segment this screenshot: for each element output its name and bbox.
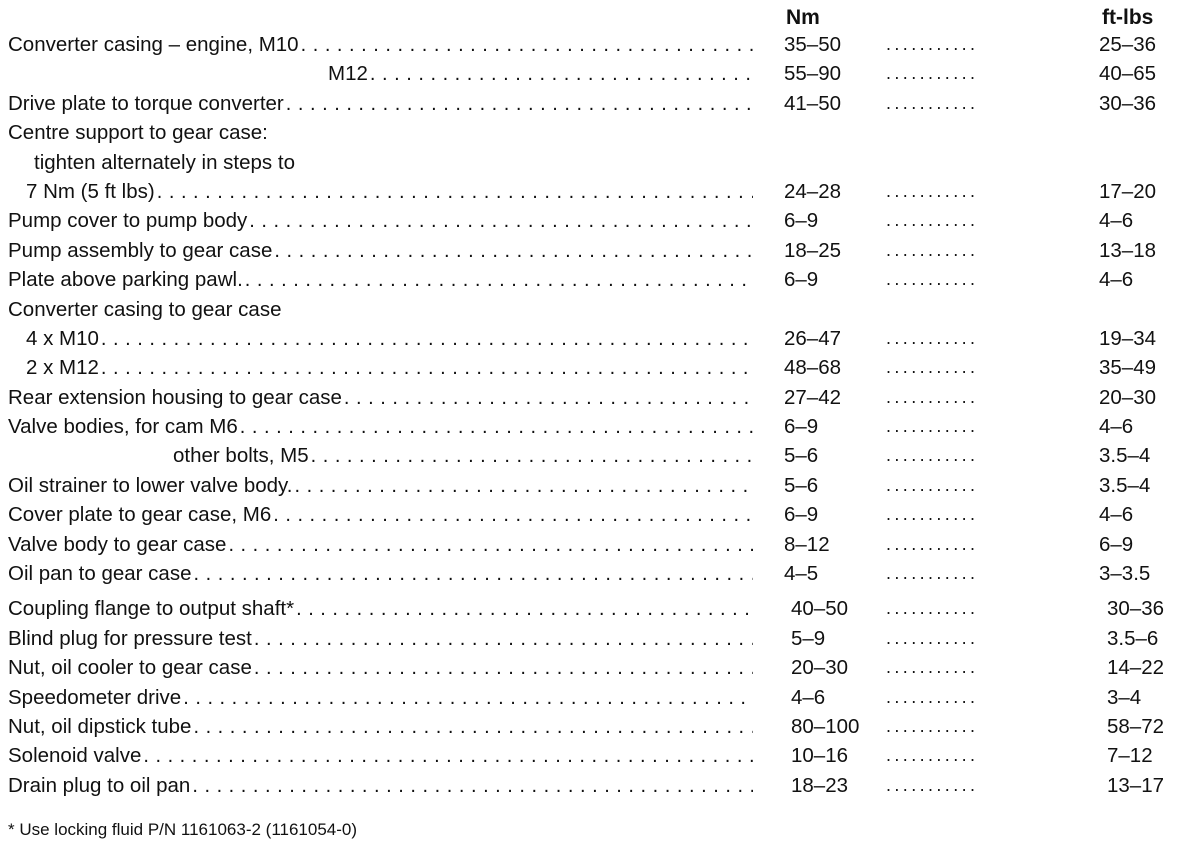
dot-leader: ........... (886, 34, 979, 54)
table-row (0, 412, 1184, 441)
row-label: 7 Nm (5 ft lbs) (26, 179, 155, 203)
dot-leader: ........... (886, 715, 979, 736)
table-row (0, 594, 1184, 623)
dot-leader: ........... (886, 533, 979, 554)
nm-value: 27–42 (784, 385, 842, 409)
column-header-nm: Nm (786, 6, 820, 29)
row-label: M12 (328, 62, 368, 86)
dot-leader: ........... (886, 386, 979, 407)
row-label: 2 x M12 (26, 356, 99, 380)
table-row (0, 118, 1184, 147)
table-row (0, 59, 1184, 88)
row-label: Solenoid valve (8, 744, 142, 768)
dot-leader: ........... (886, 92, 979, 113)
ftlbs-value: 19–34 (1099, 326, 1157, 350)
ftlbs-value: 40–65 (1099, 62, 1157, 86)
nm-value: 5–6 (784, 444, 819, 468)
nm-value: 55–90 (784, 62, 842, 86)
row-label: Pump cover to pump body (8, 209, 248, 233)
torque-table (0, 30, 1184, 800)
row-label: Plate above parking pawl. (8, 268, 243, 292)
dot-leader: ........... (886, 416, 979, 437)
table-row (0, 771, 1184, 800)
dot-leader: ........... (886, 180, 979, 201)
nm-value: 6–9 (784, 503, 819, 527)
ftlbs-value: 20–30 (1099, 385, 1157, 409)
nm-value: 5–9 (791, 626, 826, 650)
nm-value: 4–5 (784, 562, 819, 586)
ftlbs-value: 7–12 (1107, 744, 1153, 768)
row-label: Coupling flange to output shaft* (8, 597, 295, 621)
row-label: Blind plug for pressure test (8, 626, 252, 650)
ftlbs-value: 4–6 (1099, 209, 1134, 233)
row-label: tighten alternately in steps to (34, 150, 295, 174)
table-row (0, 383, 1184, 412)
dot-leader: ........... (886, 269, 979, 290)
ftlbs-value: 13–17 (1107, 773, 1165, 797)
ftlbs-value: 3–4 (1107, 685, 1142, 709)
table-row (0, 236, 1184, 265)
table-row (0, 295, 1184, 324)
nm-value: 35–50 (784, 33, 842, 56)
ftlbs-value: 3.5–4 (1099, 473, 1151, 497)
table-row (0, 712, 1184, 741)
table-row (0, 530, 1184, 559)
row-label: Rear extension housing to gear case (8, 385, 342, 409)
nm-value: 10–16 (791, 744, 849, 768)
dot-leader: ........... (886, 210, 979, 231)
ftlbs-value: 4–6 (1099, 415, 1134, 439)
nm-value: 24–28 (784, 179, 842, 203)
nm-value: 18–25 (784, 238, 842, 262)
row-label: 4 x M10 (26, 326, 99, 350)
dot-leader: ........... (886, 357, 979, 378)
dot-leader: ........... (886, 239, 979, 260)
dot-leader: ........... (886, 657, 979, 678)
table-row (0, 177, 1184, 206)
table-row (0, 441, 1184, 470)
table-row (0, 624, 1184, 653)
ftlbs-value: 3.5–6 (1107, 626, 1159, 650)
dot-leader: ........... (886, 686, 979, 707)
dot-leader: ........... (886, 445, 979, 466)
ftlbs-value: 25–36 (1099, 33, 1157, 56)
row-label: Oil pan to gear case (8, 562, 192, 586)
dot-leader: ........... (886, 745, 979, 766)
dot-leader: ........... (886, 598, 979, 619)
table-row (0, 353, 1184, 382)
ftlbs-value: 4–6 (1099, 268, 1134, 292)
ftlbs-value: 3–3.5 (1099, 562, 1151, 586)
nm-value: 5–6 (784, 473, 819, 497)
row-label: Nut, oil dipstick tube (8, 714, 192, 738)
table-row (0, 30, 1184, 59)
table-row (0, 89, 1184, 118)
column-header-ftlbs: ft-lbs (1102, 6, 1154, 29)
row-label: Valve bodies, for cam M6 (8, 415, 238, 439)
ftlbs-value: 3.5–4 (1099, 444, 1151, 468)
ftlbs-value: 58–72 (1107, 714, 1165, 738)
row-label: Nut, oil cooler to gear case (8, 656, 252, 680)
ftlbs-value: 4–6 (1099, 503, 1134, 527)
nm-value: 20–30 (791, 656, 849, 680)
nm-value: 41–50 (784, 91, 842, 115)
row-label: Oil strainer to lower valve body. (8, 473, 293, 497)
nm-value: 6–9 (784, 268, 819, 292)
table-row (0, 324, 1184, 353)
table-row (0, 653, 1184, 682)
nm-value: 8–12 (784, 532, 830, 556)
table-row (0, 265, 1184, 294)
ftlbs-value: 35–49 (1099, 356, 1157, 380)
table-row (0, 741, 1184, 770)
nm-value: 6–9 (784, 209, 819, 233)
ftlbs-value: 6–9 (1099, 532, 1134, 556)
table-row (0, 500, 1184, 529)
row-label: Converter casing – engine, M10 (8, 33, 299, 56)
nm-value: 26–47 (784, 326, 842, 350)
table-row (0, 206, 1184, 235)
row-label: Drain plug to oil pan (8, 773, 191, 797)
dot-leader: ........... (886, 504, 979, 525)
row-label: Drive plate to torque converter (8, 91, 284, 115)
nm-value: 4–6 (791, 685, 826, 709)
dot-leader: ........... (886, 63, 979, 84)
ftlbs-value: 17–20 (1099, 179, 1157, 203)
table-row (0, 148, 1184, 177)
ftlbs-value: 13–18 (1099, 238, 1157, 262)
ftlbs-value: 30–36 (1099, 91, 1157, 115)
row-label: Speedometer drive (8, 685, 182, 709)
table-row (0, 471, 1184, 500)
row-label: Pump assembly to gear case (8, 238, 273, 262)
ftlbs-value: 30–36 (1107, 597, 1165, 621)
nm-value: 6–9 (784, 415, 819, 439)
dot-leader: ........... (886, 563, 979, 584)
table-row (0, 559, 1184, 588)
nm-value: 48–68 (784, 356, 842, 380)
row-label: other bolts, M5 (173, 444, 309, 468)
nm-value: 80–100 (791, 714, 860, 738)
table-row (0, 683, 1184, 712)
row-label: Converter casing to gear case (8, 297, 282, 321)
dot-leader: ........... (886, 627, 979, 648)
row-label: Centre support to gear case: (8, 121, 268, 145)
nm-value: 40–50 (791, 597, 849, 621)
dot-leader: ........... (886, 327, 979, 348)
dot-leader: ........... (886, 774, 979, 795)
dot-leader: ........... (886, 474, 979, 495)
row-label: Valve body to gear case (8, 532, 227, 556)
row-label: Cover plate to gear case, M6 (8, 503, 272, 527)
ftlbs-value: 14–22 (1107, 656, 1165, 680)
nm-value: 18–23 (791, 773, 849, 797)
footnote: * Use locking fluid P/N 1161063-2 (1161054-0) (8, 820, 358, 839)
